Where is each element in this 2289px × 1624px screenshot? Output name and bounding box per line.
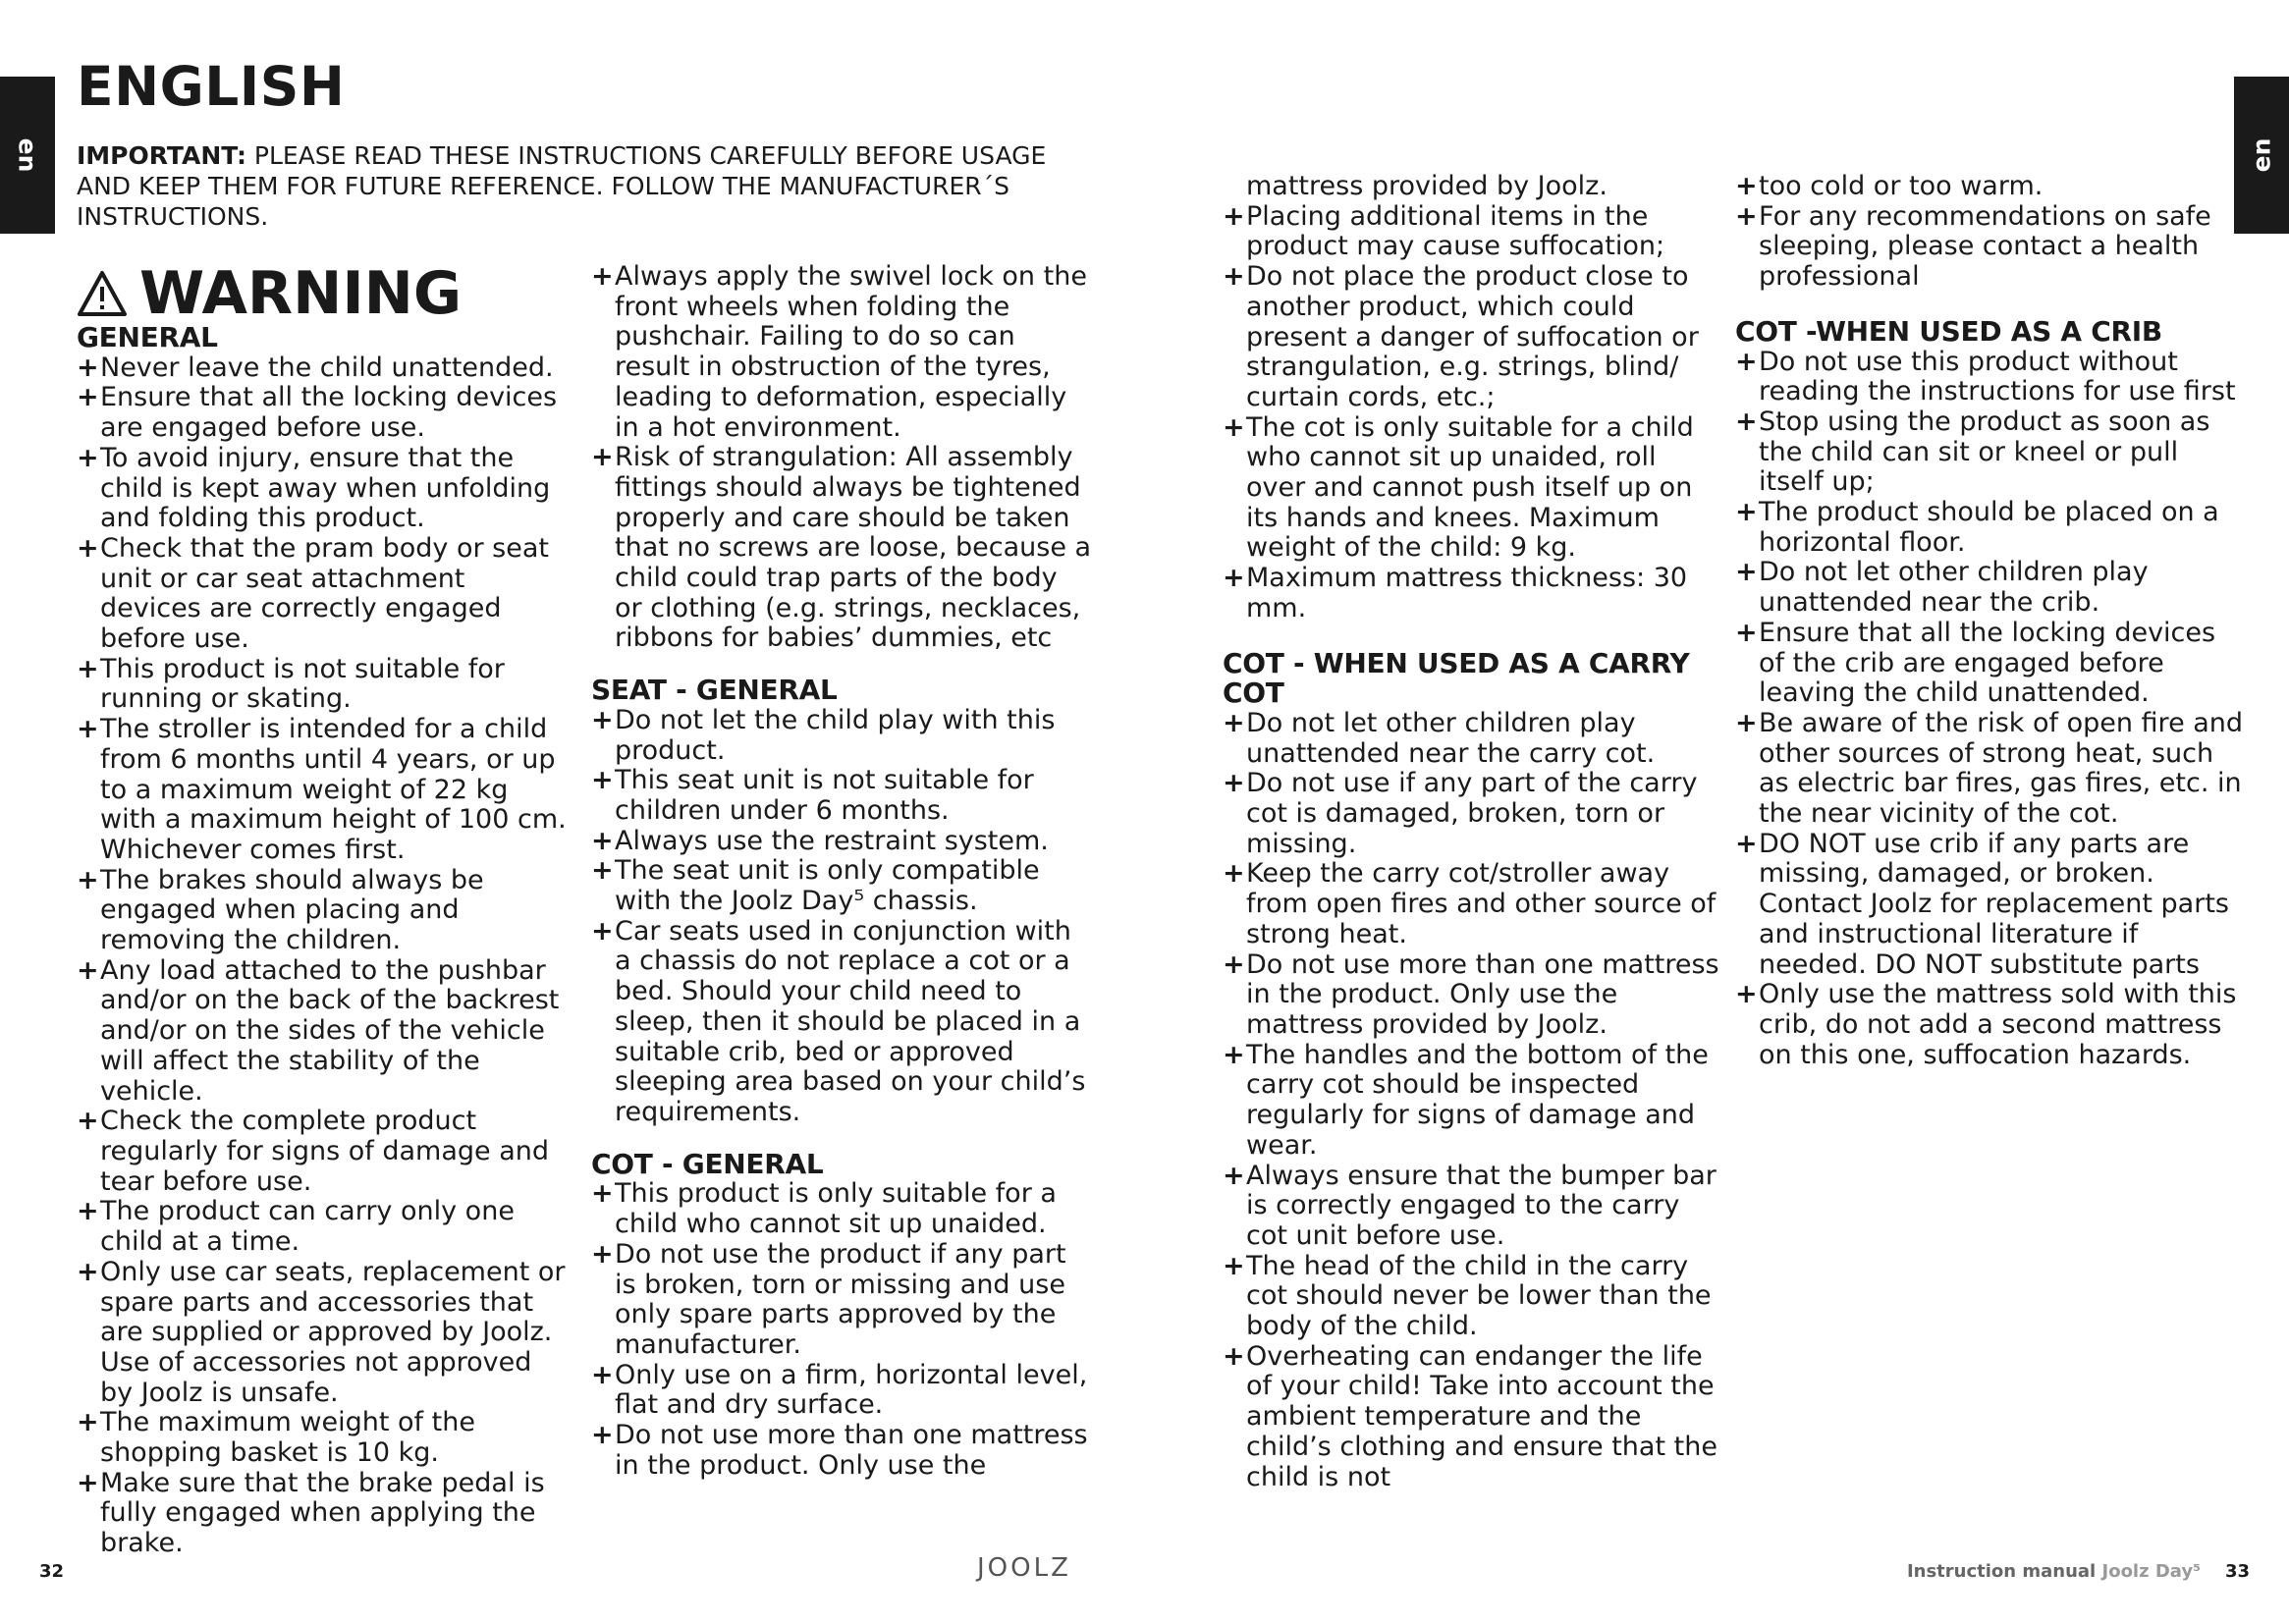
list-item: + To avoid injury, ensure that the child is kept away when unfolding and folding this product.: [77, 444, 568, 534]
list-item: + Be aware of the risk of open fire and other sources of strong heat, such as electric bar fires, gas fires, etc. in the near vicinity of the cot.: [1735, 709, 2246, 830]
general-list: [77, 353, 568, 1559]
list-item: + Do not place the product close to another product, which could present a danger of suffocation or strangulation, e.g. strings, blind/ curtain cords, etc.;: [1223, 262, 1723, 413]
list-item: + Overheating can endanger the life of your child! Take into account the ambient temperature and the child’s clothing and ensure that the child is not: [1223, 1342, 1723, 1493]
list-item: + Do not let other children play unattended near the carry cot.: [1223, 709, 1723, 769]
list-item: + The maximum weight of the shopping basket is 10 kg.: [77, 1408, 568, 1468]
carry-cot-list-continued: [1735, 172, 2246, 293]
section-heading-cot: COT - GENERAL: [591, 1147, 824, 1180]
cot-list: [591, 1179, 1092, 1481]
list-item: + Car seats used in conjunction with a chassis do not replace a cot or a bed. Should your child need to sleep, then it should be placed in a suitable crib, bed or approved sleeping area based on your child’s requirements.: [591, 917, 1092, 1128]
general-list-continued: [591, 262, 1092, 654]
page-number-right: 33: [2224, 1561, 2250, 1582]
list-item: + Only use on a firm, horizontal level, flat and dry surface.: [591, 1361, 1092, 1421]
list-item: + For any recommendations on safe sleeping, please contact a health professional: [1735, 202, 2246, 293]
list-item: + The cot is only suitable for a child who cannot sit up unaided, roll over and cannot push itself up on its hands and knees. Maximum weight of the child: 9 kg.: [1223, 413, 1723, 565]
list-item: + Only use the mattress sold with this crib, do not add a second mattress on this one, suffocation hazards.: [1735, 980, 2246, 1070]
list-item: + too cold or too warm.: [1735, 172, 2246, 202]
language-tab-label: en: [13, 137, 42, 173]
warning-label: WARNING: [139, 259, 463, 328]
list-item: + The handles and the bottom of the carry cot should be inspected regularly for signs of damage and wear.: [1223, 1041, 1723, 1162]
list-item: + Make sure that the brake pedal is fully engaged when applying the brake.: [77, 1469, 568, 1559]
list-item: + Any load attached to the pushbar and/or on the back of the backrest and/or on the sides of the vehicle will affect the stability of the vehicle.: [77, 956, 568, 1108]
brand-logo: JOOLZ: [977, 1553, 1071, 1583]
seat-list: [591, 706, 1092, 1128]
list-item: + Check that the pram body or seat unit or car seat attachment devices are correctly engaged before use.: [77, 534, 568, 655]
list-item: + DO NOT use crib if any parts are missing, damaged, or broken. Contact Joolz for replacement parts and instructional literature if needed. DO NOT substitute parts: [1735, 830, 2246, 981]
important-label: IMPORTANT:: [77, 141, 246, 170]
product-name: Joolz Day⁵: [2101, 1561, 2201, 1582]
list-item: + Always ensure that the bumper bar is correctly engaged to the carry cot unit before use.: [1223, 1162, 1723, 1252]
list-item: + Do not let the child play with this product.: [591, 706, 1092, 766]
language-tab-left: [0, 77, 55, 234]
list-item: + The seat unit is only compatible with the Joolz Day⁵ chassis.: [591, 856, 1092, 916]
list-item: + The stroller is intended for a child from 6 months until 4 years, or up to a maximum weight of 22 kg with a maximum height of 100 cm. Whichever comes first.: [77, 715, 568, 866]
list-item: + Always apply the swivel lock on the front wheels when folding the pushchair. Failing to do so can result in obstruction of the tyres, leading to deformation, especially in a hot environment.: [591, 262, 1092, 443]
list-item: + Do not let other children play unattended near the crib.: [1735, 558, 2246, 618]
warning-heading: [77, 261, 462, 326]
list-item: + Do not use more than one mattress in the product. Only use the: [591, 1421, 1092, 1481]
important-notice: [77, 140, 1059, 232]
list-item: + This product is not suitable for running or skating.: [77, 655, 568, 715]
column-4: [1735, 172, 2246, 1070]
section-heading-crib: COT -WHEN USED AS A CRIB: [1735, 314, 2162, 348]
manual-label: Instruction manual: [1906, 1561, 2097, 1582]
list-item: + Check the complete product regularly for signs of damage and tear before use.: [77, 1107, 568, 1197]
page-number-left: 32: [39, 1561, 65, 1582]
warning-triangle-icon: [77, 270, 128, 317]
column-1: [77, 323, 568, 1559]
list-item: + Maximum mattress thickness: 30 mm.: [1223, 564, 1723, 623]
list-item: + The product can carry only one child at a time.: [77, 1197, 568, 1257]
list-item: + Placing additional items in the product may cause suffocation;: [1223, 202, 1723, 262]
list-item: + Ensure that all the locking devices of the crib are engaged before leaving the child unattended.: [1735, 619, 2246, 709]
list-item: + The head of the child in the carry cot should never be lower than the body of the child.: [1223, 1252, 1723, 1342]
section-heading-carry-cot: COT - WHEN USED AS A CARRY COT: [1223, 646, 1690, 710]
crib-list: [1735, 348, 2246, 1071]
list-item: + Do not use if any part of the carry cot is damaged, broken, torn or missing.: [1223, 769, 1723, 859]
list-item: + Stop using the product as soon as the child can sit or kneel or pull itself up;: [1735, 407, 2246, 498]
cot-list-continued: [1223, 202, 1723, 624]
list-item: + The brakes should always be engaged when placing and removing the children.: [77, 866, 568, 956]
list-item: + The product should be placed on a horizontal floor.: [1735, 498, 2246, 558]
section-heading-seat: SEAT - GENERAL: [591, 674, 838, 707]
list-item: + Do not use more than one mattress in the product. Only use the mattress provided by Joolz.: [1223, 950, 1723, 1041]
column-2: [591, 262, 1092, 1481]
column-3: [1223, 172, 1723, 1492]
list-item: + This seat unit is not suitable for children under 6 months.: [591, 766, 1092, 826]
carry-cot-list: [1223, 709, 1723, 1492]
list-item: + Always use the restraint system.: [591, 827, 1092, 857]
important-text: PLEASE READ THESE INSTRUCTIONS CAREFULLY BEFORE USAGE AND KEEP THEM FOR FUTURE REFERENCE. FOLLOW THE MANUFACTURER´S INSTRUCTIONS.: [77, 141, 1047, 231]
list-item: + Ensure that all the locking devices are engaged before use.: [77, 383, 568, 443]
list-item: + This product is only suitable for a child who cannot sit up unaided.: [591, 1179, 1092, 1239]
footer-manual-title: [1907, 1561, 2201, 1582]
list-item: + Do not use this product without reading the instructions for use first: [1735, 348, 2246, 407]
list-item: + Keep the carry cot/stroller away from open fires and other source of strong heat.: [1223, 859, 1723, 949]
list-item: + Never leave the child unattended.: [77, 353, 568, 384]
cot-list-continuation: mattress provided by Joolz.: [1246, 171, 1608, 201]
section-heading-general: GENERAL: [77, 321, 218, 353]
language-tab-label: en: [2247, 137, 2276, 173]
page-title: ENGLISH: [77, 55, 346, 118]
list-item: + Do not use the product if any part is broken, torn or missing and use only spare parts approved by the manufacturer.: [591, 1240, 1092, 1361]
list-item: + Only use car seats, replacement or spare parts and accessories that are supplied or approved by Joolz. Use of accessories not approved by Joolz is unsafe.: [77, 1258, 568, 1409]
list-item: + Risk of strangulation: All assembly fittings should always be tightened properly and care should be taken that no screws are loose, because a child could trap parts of the body or clothing (e.g. strings, necklaces, ribbons for babies’ dummies, etc: [591, 443, 1092, 654]
